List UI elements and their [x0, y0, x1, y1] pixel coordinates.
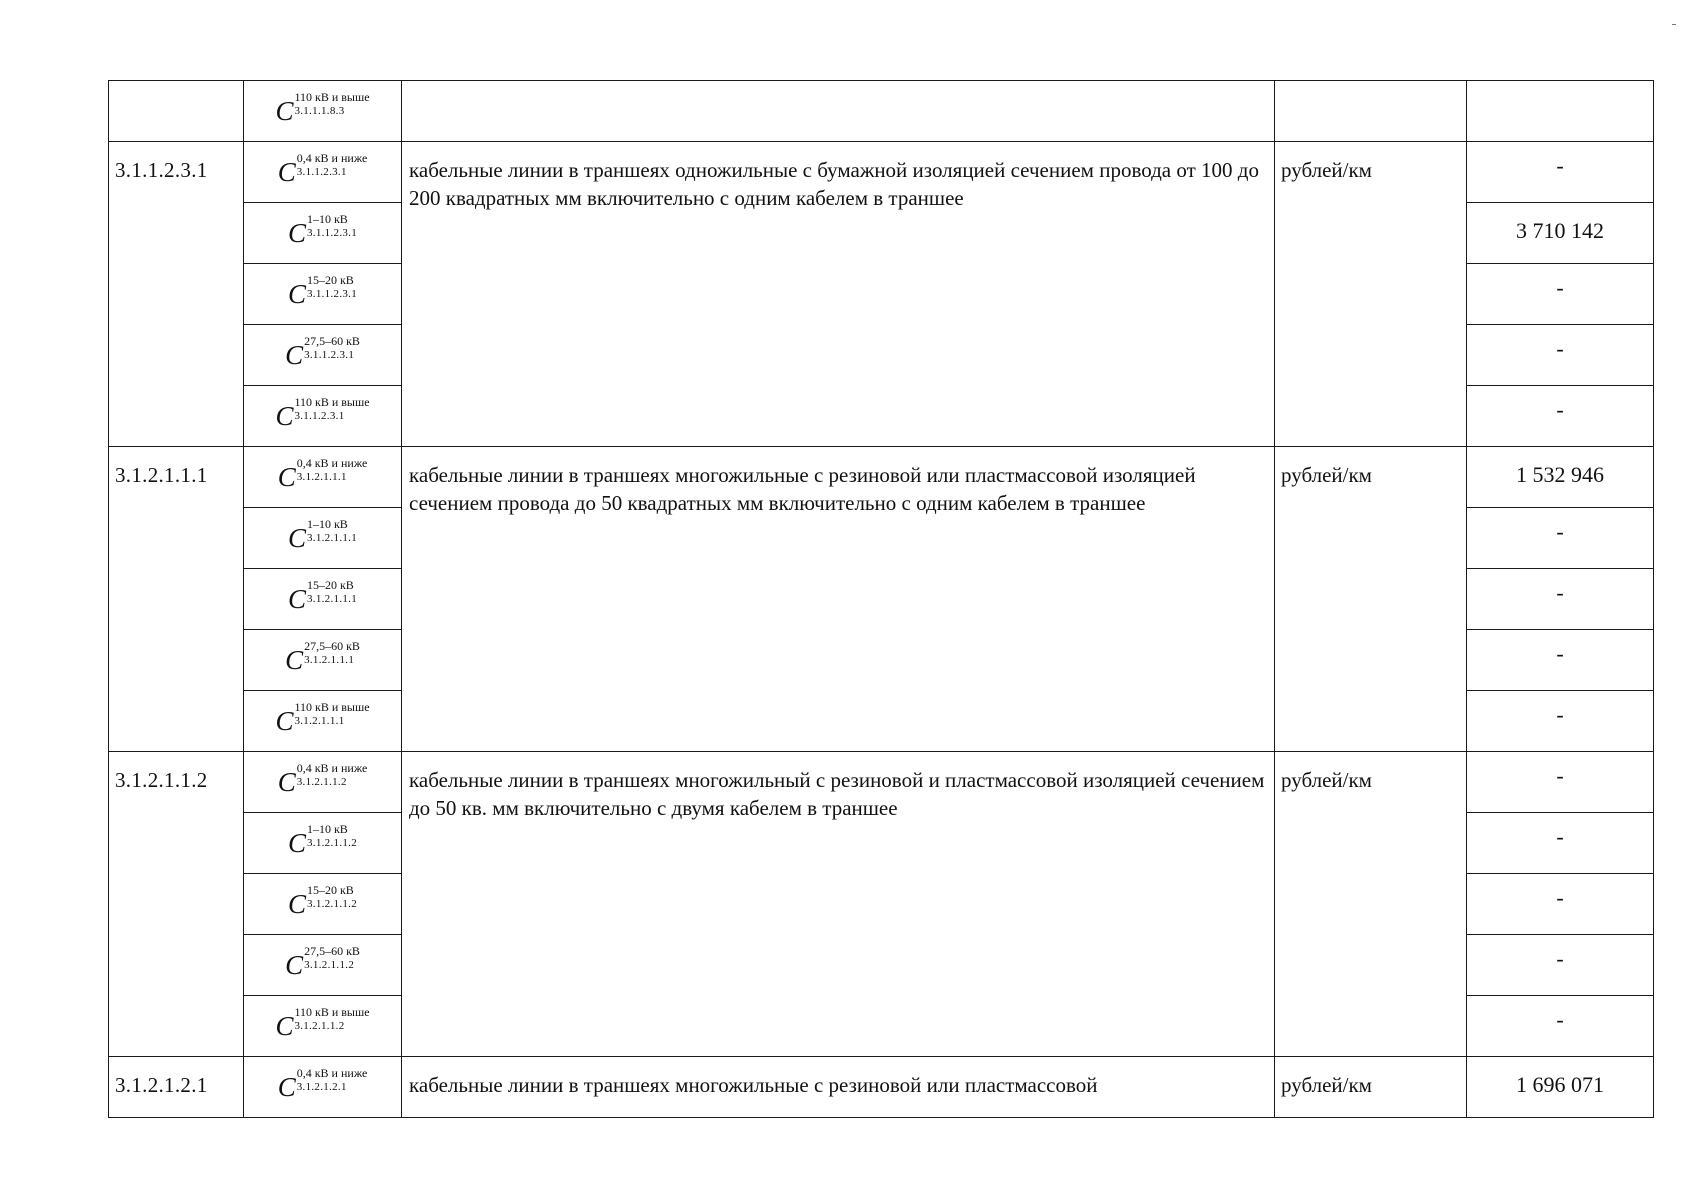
rate-index: 3.1.2.1.1.2 [294, 1020, 345, 1032]
value-cell [1467, 203, 1654, 264]
rate-symbol [244, 630, 401, 690]
voltage-class: 27,5–60 кВ [304, 639, 360, 653]
code-cell [109, 447, 244, 752]
rate-value: - [1556, 885, 1564, 910]
rate-index: 3.1.1.2.3.1 [294, 410, 345, 422]
rate-value: - [1556, 702, 1564, 727]
value-cell [1467, 874, 1654, 935]
item-code: 3.1.2.1.1.2 [115, 768, 208, 792]
rate-index: 3.1.2.1.2.1 [296, 1081, 347, 1093]
rate-symbol-letter: C [287, 889, 306, 919]
rate-value: - [1556, 336, 1564, 361]
voltage-class: 110 кВ и выше [294, 395, 370, 409]
tariff-table [108, 80, 1654, 1118]
rate-symbol [244, 1057, 401, 1117]
voltage-class: 110 кВ и выше [294, 90, 370, 104]
rate-symbol [244, 813, 401, 873]
rate-symbol-letter: C [287, 218, 306, 248]
value-cell [1467, 81, 1654, 142]
rate-index: 3.1.2.1.1.2 [304, 959, 355, 971]
unit-cell [1275, 81, 1467, 142]
rate-symbol-letter: C [277, 462, 296, 492]
rate-symbol-letter: C [277, 1072, 296, 1102]
unit-cell [1275, 142, 1467, 447]
unit-cell [1275, 447, 1467, 752]
value-cell [1467, 1057, 1654, 1118]
rate-value: - [1556, 824, 1564, 849]
rate-value: - [1556, 519, 1564, 544]
item-description: кабельные линии в траншеях одножильные с бумажной изоляцией сечением провода от 100 до 200 квадратных мм включительно с одним кабелем в траншее [409, 158, 1259, 210]
unit-cell [1275, 752, 1467, 1057]
item-description: кабельные линии в траншеях многожильные с резиновой или пластмассовой [409, 1073, 1098, 1097]
voltage-class: 0,4 кВ и ниже [296, 1066, 368, 1080]
voltage-class: 27,5–60 кВ [304, 334, 360, 348]
rate-index: 3.1.2.1.1.2 [306, 837, 358, 849]
rate-symbol [244, 996, 401, 1056]
voltage-class: 1–10 кВ [306, 822, 348, 836]
rate-symbol-letter: C [287, 828, 306, 858]
rate-value: 1 532 946 [1516, 462, 1604, 487]
rate-index: 3.1.2.1.1.1 [306, 532, 358, 544]
description-cell [402, 447, 1275, 752]
rate-symbol-letter: C [287, 523, 306, 553]
symbol-cell [244, 874, 402, 935]
code-cell [109, 1057, 244, 1118]
description-cell [402, 1057, 1275, 1118]
value-cell [1467, 325, 1654, 386]
symbol-cell [244, 142, 402, 203]
value-cell [1467, 996, 1654, 1057]
rate-value: - [1556, 153, 1564, 178]
symbol-cell [244, 813, 402, 874]
value-cell [1467, 813, 1654, 874]
rate-index: 3.1.1.2.3.1 [296, 166, 347, 178]
value-cell [1467, 752, 1654, 813]
value-cell [1467, 691, 1654, 752]
symbol-cell [244, 996, 402, 1057]
voltage-class: 0,4 кВ и ниже [296, 456, 368, 470]
item-description: кабельные линии в траншеях многожильный с резиновой и пластмассовой изоляцией сечением до 50 кв. мм включительно с двумя кабелем в траншее [409, 768, 1265, 820]
rate-symbol-letter: C [285, 645, 304, 675]
value-cell [1467, 630, 1654, 691]
table-row [109, 447, 1654, 508]
voltage-class: 15–20 кВ [306, 273, 354, 287]
rate-value: - [1556, 946, 1564, 971]
rate-symbol-letter: C [277, 157, 296, 187]
unit-label: рублей/км [1281, 768, 1372, 792]
symbol-cell [244, 264, 402, 325]
rate-symbol-letter: C [285, 340, 304, 370]
rate-index: 3.1.2.1.1.1 [306, 593, 358, 605]
item-description: кабельные линии в траншеях многожильные с резиновой или пластмассовой изоляцией сечением провода до 50 квадратных мм включительно с одним кабелем в траншее [409, 463, 1196, 515]
table-row [109, 1057, 1654, 1118]
rate-symbol [244, 508, 401, 568]
rate-symbol [244, 386, 401, 446]
rate-symbol-letter: C [277, 767, 296, 797]
voltage-class: 15–20 кВ [306, 578, 354, 592]
rate-symbol-letter: C [275, 706, 294, 736]
rate-value: - [1556, 641, 1564, 666]
rate-index: 3.1.2.1.1.1 [304, 654, 355, 666]
symbol-cell [244, 203, 402, 264]
voltage-class: 27,5–60 кВ [304, 944, 360, 958]
rate-index: 3.1.1.2.3.1 [306, 288, 358, 300]
rate-symbol-letter: C [275, 1011, 294, 1041]
rate-symbol-letter: C [287, 279, 306, 309]
voltage-class: 110 кВ и выше [294, 700, 370, 714]
symbol-cell [244, 325, 402, 386]
symbol-cell [244, 1057, 402, 1118]
voltage-class: 0,4 кВ и ниже [296, 761, 368, 775]
symbol-cell [244, 447, 402, 508]
rate-value: - [1556, 763, 1564, 788]
rate-index: 3.1.2.1.1.2 [306, 898, 358, 910]
rate-index: 3.1.2.1.1.2 [296, 776, 347, 788]
unit-label: рублей/км [1281, 463, 1372, 487]
rate-symbol [244, 935, 401, 995]
rate-value: - [1556, 397, 1564, 422]
rate-value: 3 710 142 [1516, 218, 1604, 243]
value-cell [1467, 386, 1654, 447]
rate-index: 3.1.2.1.1.1 [296, 471, 347, 483]
symbol-cell [244, 630, 402, 691]
item-code: 3.1.1.2.3.1 [115, 158, 208, 182]
rate-index: 3.1.1.2.3.1 [304, 349, 355, 361]
rate-symbol [244, 447, 401, 507]
rate-symbol [244, 325, 401, 385]
value-cell [1467, 264, 1654, 325]
rate-value: - [1556, 275, 1564, 300]
symbol-cell [244, 386, 402, 447]
rate-value: 1 696 071 [1516, 1072, 1604, 1097]
symbol-cell [244, 81, 402, 142]
rate-value: - [1556, 1007, 1564, 1032]
value-cell [1467, 508, 1654, 569]
rate-symbol [244, 569, 401, 629]
unit-label: рублей/км [1281, 158, 1372, 182]
voltage-class: 1–10 кВ [306, 212, 348, 226]
code-cell [109, 81, 244, 142]
code-cell [109, 752, 244, 1057]
rate-symbol [244, 203, 401, 263]
rate-symbol [244, 81, 401, 141]
symbol-cell [244, 508, 402, 569]
rate-index: 3.1.1.1.8.3 [294, 105, 345, 117]
symbol-cell [244, 691, 402, 752]
unit-cell [1275, 1057, 1467, 1118]
table-row [109, 81, 1654, 142]
rate-symbol [244, 874, 401, 934]
description-cell [402, 81, 1275, 142]
value-cell [1467, 447, 1654, 508]
rate-index: 3.1.2.1.1.1 [294, 715, 345, 727]
rate-symbol-letter: C [275, 401, 294, 431]
rate-symbol-letter: C [287, 584, 306, 614]
symbol-cell [244, 569, 402, 630]
rate-symbol [244, 752, 401, 812]
voltage-class: 1–10 кВ [306, 517, 348, 531]
voltage-class: 110 кВ и выше [294, 1005, 370, 1019]
value-cell [1467, 569, 1654, 630]
tariff-table-body [109, 81, 1654, 1118]
description-cell [402, 752, 1275, 1057]
table-row [109, 142, 1654, 203]
item-code: 3.1.2.1.1.1 [115, 463, 208, 487]
description-cell [402, 142, 1275, 447]
unit-label: рублей/км [1281, 1073, 1372, 1097]
symbol-cell [244, 935, 402, 996]
symbol-cell [244, 752, 402, 813]
rate-symbol [244, 691, 401, 751]
voltage-class: 0,4 кВ и ниже [296, 151, 368, 165]
table-row [109, 752, 1654, 813]
item-code: 3.1.2.1.2.1 [115, 1073, 208, 1097]
rate-symbol-letter: C [285, 950, 304, 980]
rate-index: 3.1.1.2.3.1 [306, 227, 358, 239]
rate-symbol [244, 142, 401, 202]
rate-symbol-letter: C [275, 96, 294, 126]
value-cell [1467, 935, 1654, 996]
voltage-class: 15–20 кВ [306, 883, 354, 897]
value-cell [1467, 142, 1654, 203]
code-cell [109, 142, 244, 447]
scan-mark [1672, 24, 1676, 25]
rate-symbol [244, 264, 401, 324]
rate-value: - [1556, 580, 1564, 605]
